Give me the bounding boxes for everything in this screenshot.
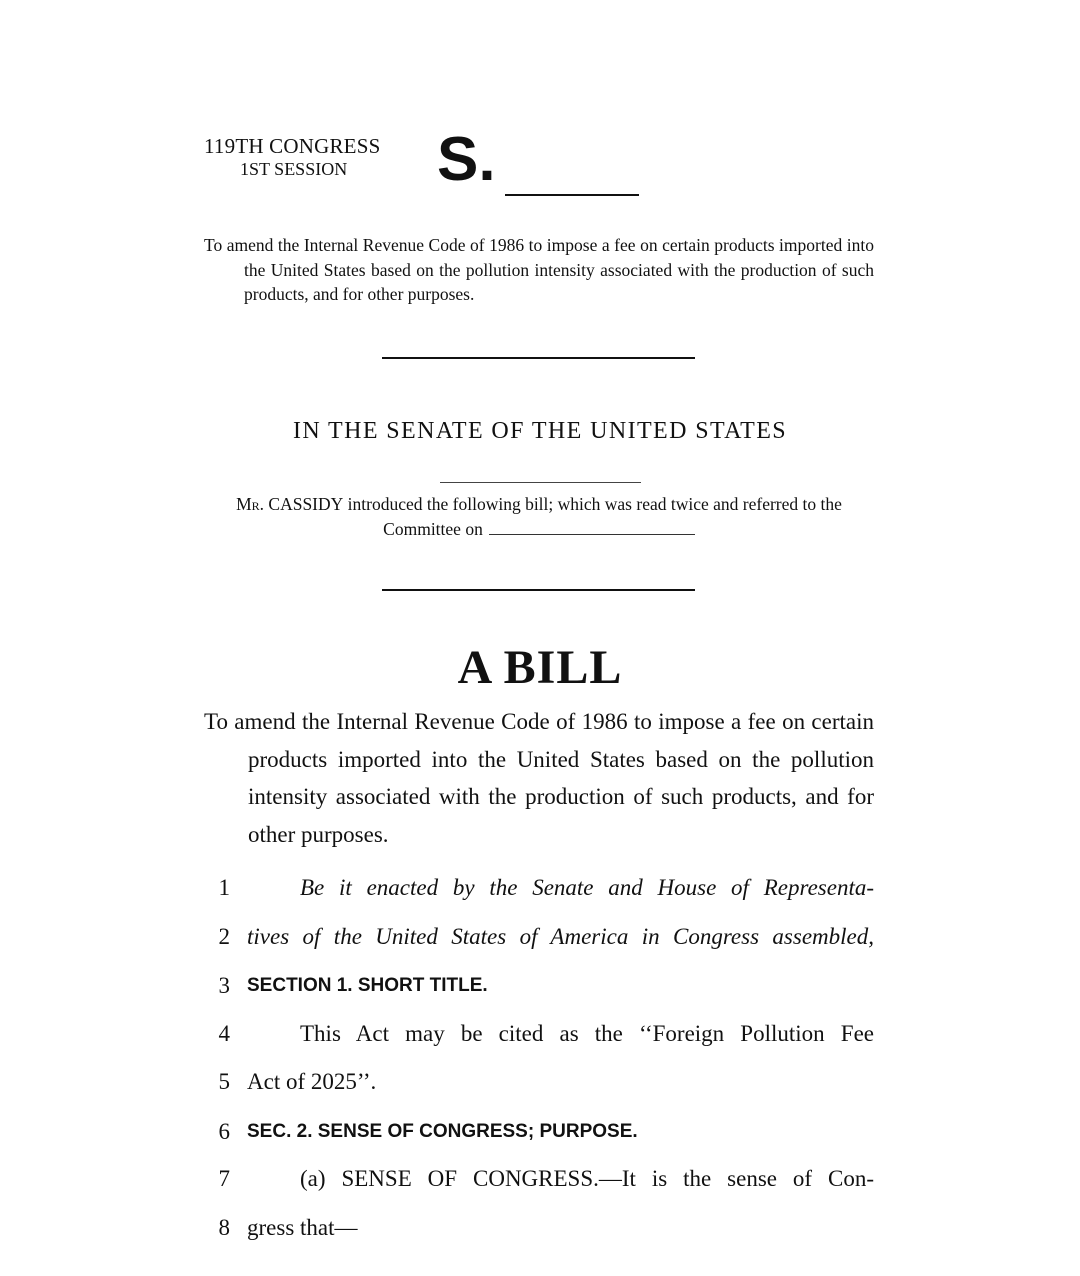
divider-short — [440, 482, 641, 483]
divider-top — [382, 357, 695, 359]
section-text-line: (a) SENSE OF CONGRESS.—It is the sense of Con- — [300, 1166, 874, 1191]
enacting-clause-line: tives of the United States of America in Congress assembled, — [247, 924, 874, 949]
bill-number-blank — [505, 194, 639, 196]
enacting-clause-line: Be it enacted by the Senate and House of Representa- — [300, 875, 874, 900]
long-title: To amend the Internal Revenue Code of 1986 to impose a fee on certain products imported into the United States based on the pollution intensity associated with the production of such products, and for other purposes. — [204, 709, 874, 847]
congress-number: 119TH CONGRESS — [204, 134, 381, 158]
bill-heading: A BILL — [457, 641, 623, 694]
section-text-line: Act of 2025’’. — [247, 1069, 377, 1094]
bill-summary: To amend the Internal Revenue Code of 1986 to impose a fee on certain products imported into the United States based on the pollution intensity associated with the production of such products, and for other purposes. — [204, 235, 874, 304]
introduction-statement — [204, 492, 874, 541]
bill-prefix: S. — [437, 125, 496, 194]
divider-bottom — [382, 589, 695, 591]
section-text-line: gress that— — [247, 1215, 358, 1240]
section-heading: SECTION 1. SHORT TITLE. — [247, 975, 488, 996]
sponsor-name: Mr. CASSIDY — [236, 494, 344, 514]
line-number: 1 — [218, 875, 230, 900]
line-number: 5 — [218, 1069, 230, 1094]
section-heading: SEC. 2. SENSE OF CONGRESS; PURPOSE. — [247, 1121, 638, 1142]
line-number: 4 — [218, 1021, 230, 1046]
chamber-heading: IN THE SENATE OF THE UNITED STATES — [292, 418, 788, 444]
line-number: 3 — [218, 973, 230, 998]
section-text-line: This Act may be cited as the ‘‘Foreign Pollution Fee — [300, 1021, 874, 1046]
session-label: 1ST SESSION — [240, 159, 348, 179]
introduction-text: introduced the following bill; which was read twice and referred to the Committee on — [347, 494, 842, 539]
line-number: 6 — [218, 1119, 230, 1144]
line-number: 7 — [218, 1166, 230, 1191]
line-number: 2 — [218, 924, 230, 949]
line-number: 8 — [218, 1215, 230, 1240]
committee-blank — [489, 534, 695, 535]
